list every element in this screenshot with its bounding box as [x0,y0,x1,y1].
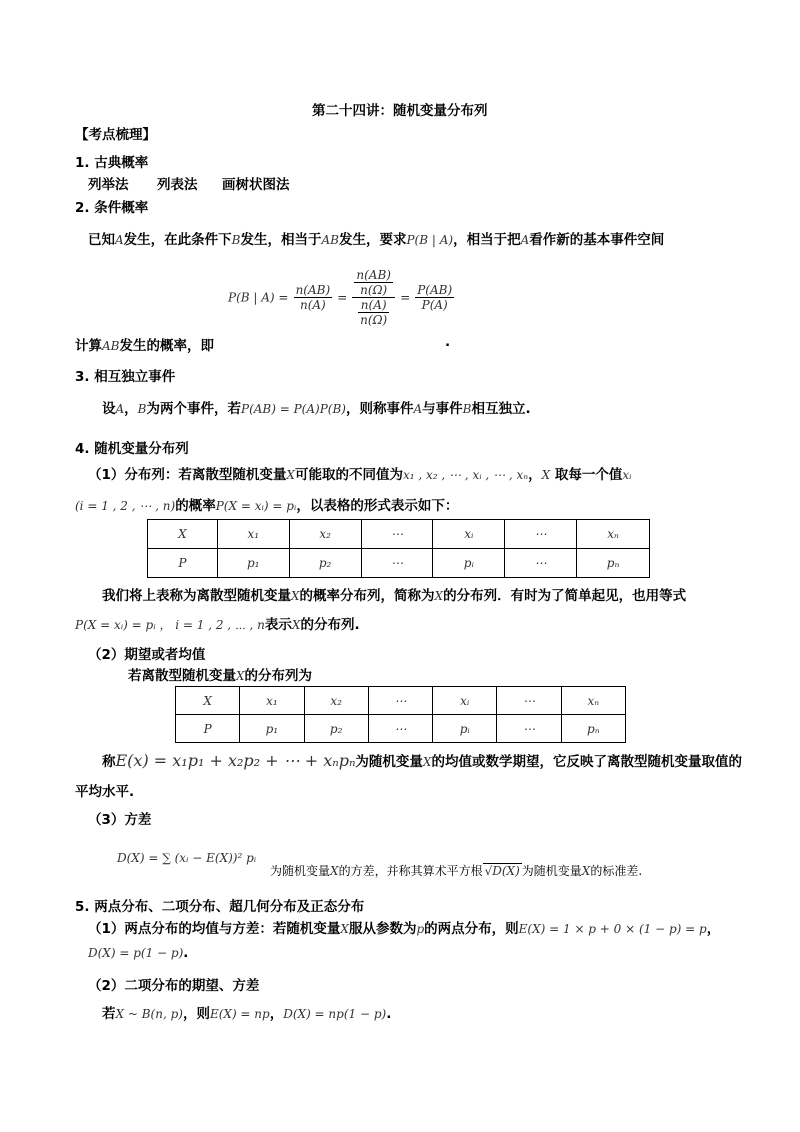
conditional-line2: 计算AB发生的概率，即 [75,338,214,354]
expectation-line1: 称E(x) = x₁p₁ + x₂p₂ + ⋯ + xₙpₙ为随机变量X的均值或数学期望，它反映了离散型随机变量取值的 [102,751,742,770]
distribution-def-line1: （1）分布列：若离散型随机变量X可能取的不同值为x₁ , x₂ , ⋯ , xᵢ , ⋯ , xₙ，X 取每一个值xᵢ [88,467,632,483]
table-row: X x₁ x₂ ⋯ xᵢ ⋯ xₙ [148,520,650,549]
method-list: 列举法 [88,177,129,193]
heading-expectation: （2）期望或者均值 [88,647,206,663]
formula-period: . [445,334,451,350]
distribution-table-2 [175,686,626,743]
two-point-line2: D(X) = p(1 − p). [88,945,189,961]
distribution-table-1 [147,519,650,578]
conditional-formula: P(B | A) = $\frac{n(AB)}{n(A)}$ = $\frac{\frac{n(AB)}{n(\Omega)}}{\frac{n(A)}{n(\Omega)}}$ = $\frac{P(AB)}{P(A)}$ [228,268,453,327]
frac-complex: $\frac{\frac{n(AB)}{n(\Omega)}}{\frac{n(A)}{n(\Omega)}}$ [352,268,395,327]
table-row: X x₁ x₂ ⋯ xᵢ ⋯ xₙ [176,687,626,715]
expectation-intro: 若离散型随机变量X的分布列为 [128,668,313,684]
variance-text: 为随机变量X的方差，并称其算术平方根 √D(X) 为随机变量X的标准差. [270,864,643,878]
heading-binomial: （2）二项分布的期望、方差 [88,978,260,994]
variance-formula: D(X) = ∑ (xᵢ − E(X))² pᵢ [117,851,257,865]
binomial-line: 若X ~ B(n, p)，则E(X) = np，D(X) = np(1 − p). [102,1006,392,1022]
distribution-def-line2: (i = 1 , 2 , ⋯ , n)的概率P(X = xᵢ) = pᵢ，以表格的形式表示如下： [75,498,459,514]
frac-n-ab-n-a: $\frac{n(AB)}{n(A)}$ [295,283,331,312]
table-row: P p₁ p₂ ⋯ pᵢ ⋯ pₙ [148,549,650,578]
heading-distributions: 5. 两点分布、二项分布、超几何分布及正态分布 [75,899,365,915]
independence-text: 设A，B为两个事件，若P(AB) = P(A)P(B)，则称事件A与事件B相互独立. [102,401,531,417]
section-header: 【考点梳理】 [75,127,156,143]
page-title: 第二十四讲：随机变量分布列 [312,103,488,119]
after-table-line2: P(X = xᵢ) = pᵢ ， i = 1 , 2 , ⋯ , n表示X的分布列. [75,617,360,633]
conditional-line1: 已知A发生，在此条件下B发生，相当于AB发生，要求P(B | A)，相当于把A看作新的基本事件空间 [88,232,665,248]
heading-independent-events: 3. 相互独立事件 [75,369,176,385]
heading-conditional-probability: 2. 条件概率 [75,200,149,216]
table-row: P p₁ p₂ ⋯ pᵢ ⋯ pₙ [176,715,626,743]
two-point-line1: （1）两点分布的均值与方差：若随机变量X服从参数为p的两点分布，则E(X) = 1 × p + 0 × (1 − p) = p， [88,921,721,937]
expectation-line2: 平均水平. [75,784,135,800]
heading-variance: （3）方差 [88,812,152,828]
heading-distribution: 4. 随机变量分布列 [75,441,189,457]
after-table-line1: 我们将上表称为离散型随机变量X的概率分布列，简称为X的分布列．有时为了简单起见，也用等式 [102,588,687,604]
method-table: 列表法 [157,177,198,193]
method-tree: 画树状图法 [222,177,290,193]
heading-classical-probability: 1. 古典概率 [75,155,149,171]
frac-p-ab-p-a: $\frac{P(AB)}{P(A)}$ [417,283,453,312]
